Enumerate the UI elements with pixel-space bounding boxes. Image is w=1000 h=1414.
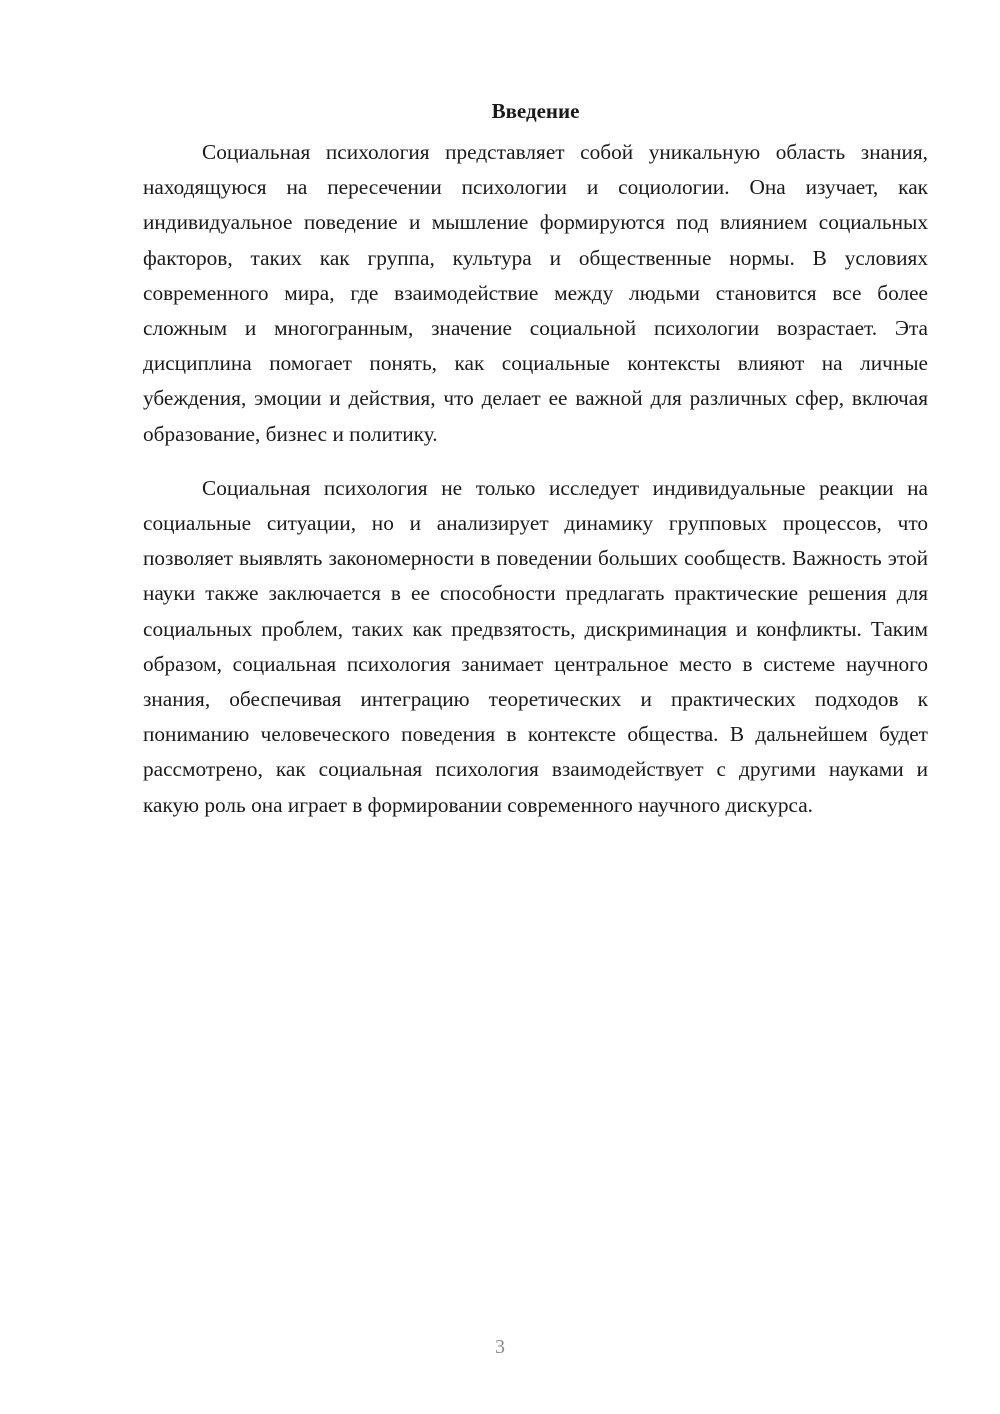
paragraph-intro: Социальная психология представляет собой уникальную область знания, находящуюся на пересечении психологии и социологии. Она изучает, как индивидуальное поведение и мышление формируются под влиянием социальных факторов, таких как группа, культура и общественные нормы. В условиях современного мира, где взаимодействие между людьми становится все более сложным и многогранным, значение социальной психологии возрастает. Эта дисциплина помогает понять, как социальные контексты влияют на личные убеждения, эмоции и действия, что делает ее важной для различных сфер, включая образование, бизнес и политику. — [143, 140, 928, 446]
page-content — [143, 96, 928, 842]
paragraph-significance: Социальная психология не только исследует индивидуальные реакции на социальные ситуации, но и анализирует динамику групповых процессов, что позволяет выявлять закономерности в поведении больших сообществ. Важность этой науки также заключается в ее способности предлагать практические решения для социальных проблем, таких как предвзятость, дискриминация и конфликты. Таким образом, социальная психология занимает центральное место в системе научного знания, обеспечивая интеграцию теоретических и практических подходов к пониманию человеческого поведения в контексте общества. В дальнейшем будет рассмотрено, как социальная психология взаимодействует с другими науками и какую роль она играет в формировании современного научного дискурса. — [143, 475, 928, 817]
section-heading: Введение — [491, 99, 580, 123]
page-number: 3 — [495, 1336, 505, 1358]
